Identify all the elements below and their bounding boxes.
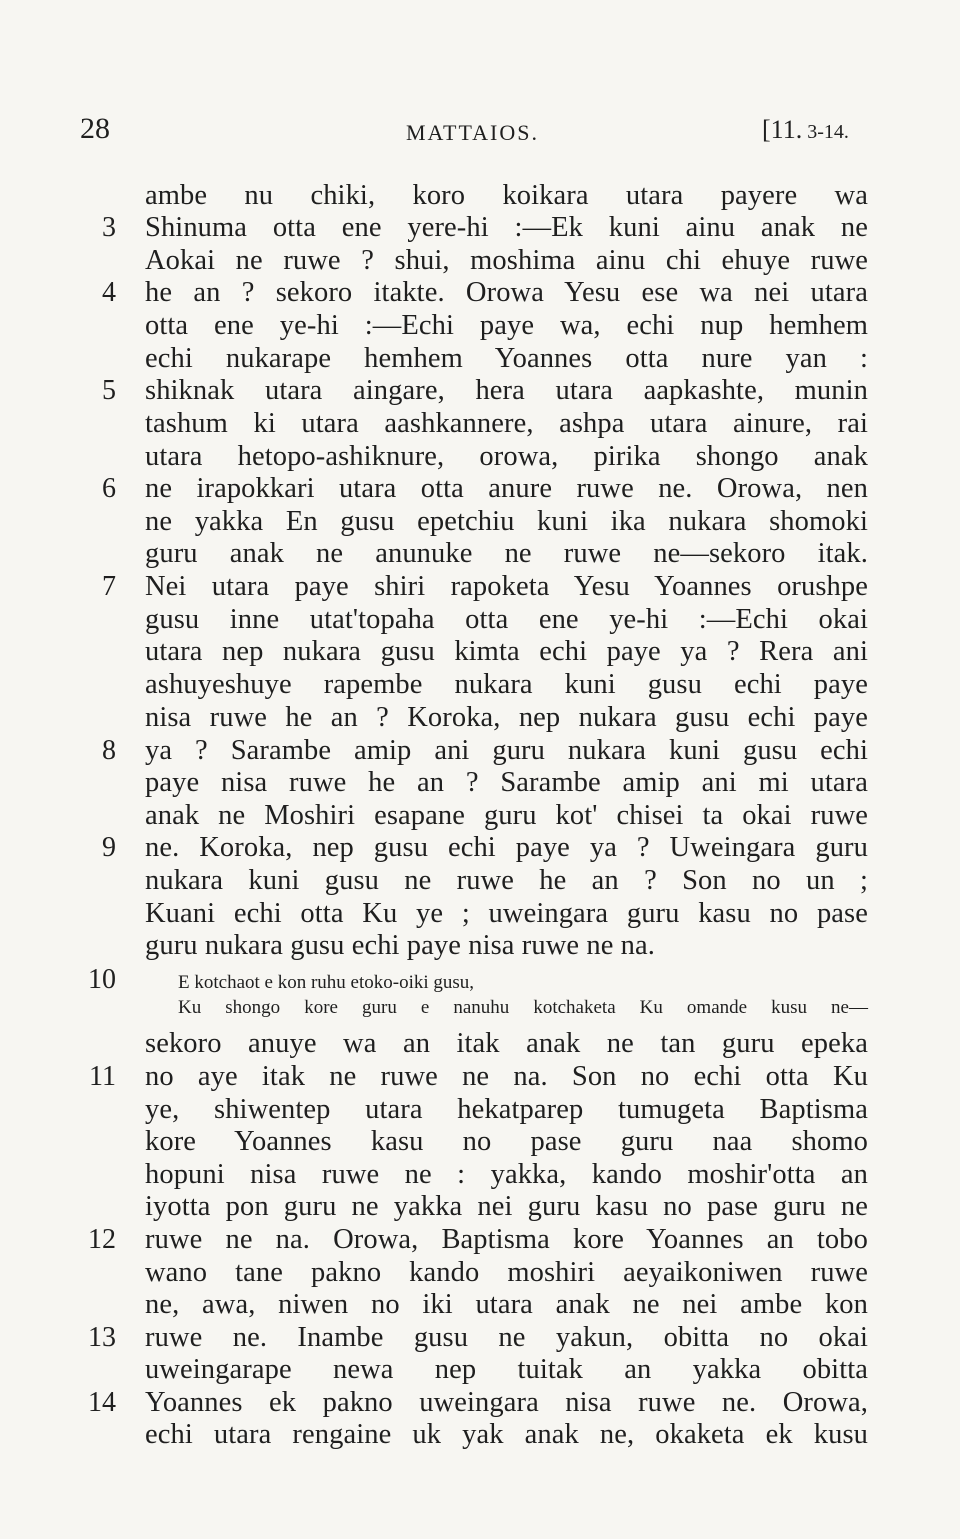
text-line: ruwe ne. Inambe gusu ne yakun, obitta no okai	[145, 1322, 868, 1353]
text-line: guru nukara gusu echi paye nisa ruwe ne na.	[145, 930, 655, 961]
verse-number: 8	[102, 735, 116, 766]
verse-number: 10	[88, 964, 116, 995]
text-line: Nei utara paye shiri rapoketa Yesu Yoannes orushpe	[145, 571, 868, 602]
text-line: anak ne Moshiri esapane guru kot' chisei ta okai ruwe	[145, 800, 868, 831]
verse-number: 12	[88, 1224, 116, 1255]
text-line: ashuyeshuye rapembe nukara kuni gusu echi paye	[145, 669, 868, 700]
quotation-line: E kotchaot e kon ruhu etoko-oiki gusu,	[178, 972, 475, 993]
verse-number: 5	[102, 375, 116, 406]
verse-number: 14	[88, 1387, 116, 1418]
text-line: echi nukarape hemhem Yoannes otta nure yan :	[145, 343, 868, 374]
verse-number: 9	[102, 832, 116, 863]
text-line: no aye itak ne ruwe ne na. Son no echi otta Ku	[145, 1061, 868, 1092]
text-line: Shinuma otta ene yere-hi :—Ek kuni ainu anak ne	[145, 212, 868, 243]
text-line: he an ? sekoro itakte. Orowa Yesu ese wa nei utara	[145, 277, 868, 308]
running-title: MATTAIOS.	[406, 120, 539, 145]
text-line: echi utara rengaine uk yak anak ne, okaketa ek kusu	[145, 1419, 868, 1450]
text-line: gusu inne utat'topaha otta ene ye-hi :—Echi okai	[145, 604, 868, 635]
text-line: shiknak utara aingare, hera utara aapkashte, munin	[145, 375, 868, 406]
verse-number: 4	[102, 277, 116, 308]
text-line: Yoannes ek pakno uweingara nisa ruwe ne. Orowa,	[145, 1387, 868, 1418]
text-line: ne irapokkari utara otta anure ruwe ne. Orowa, nen	[145, 473, 868, 504]
text-line: iyotta pon guru ne yakka nei guru kasu no pase guru ne	[145, 1191, 868, 1222]
text-line: otta ene ye-hi :—Echi paye wa, echi nup hemhem	[145, 310, 868, 341]
text-line: ruwe ne na. Orowa, Baptisma kore Yoannes an tobo	[145, 1224, 868, 1255]
verse-number: 3	[102, 212, 116, 243]
quotation-line: Ku shongo kore guru e nanuhu kotchaketa Ku omande kusu ne—	[178, 997, 868, 1018]
text-line: Aokai ne ruwe ? shui, moshima ainu chi ehuye ruwe	[145, 245, 868, 276]
text-line: nisa ruwe he an ? Koroka, nep nukara gusu echi paye	[145, 702, 868, 733]
text-line: Kuani echi otta Ku ye ; uweingara guru kasu no pase	[145, 898, 868, 929]
text-line: hopuni nisa ruwe ne : yakka, kando moshir'otta an	[145, 1159, 868, 1190]
text-line: utara hetopo-ashiknure, orowa, pirika shongo anak	[145, 441, 868, 472]
text-line: wano tane pakno kando moshiri aeyaikoniwen ruwe	[145, 1257, 868, 1288]
text-line: ya ? Sarambe amip ani guru nukara kuni gusu echi	[145, 735, 868, 766]
text-line: ne yakka En gusu epetchiu kuni ika nukara shomoki	[145, 506, 868, 537]
text-line: ye, shiwentep utara hekatparep tumugeta Baptisma	[145, 1094, 868, 1125]
verse-number: 7	[102, 571, 116, 602]
text-line: ne, awa, niwen no iki utara anak ne nei ambe kon	[145, 1289, 868, 1320]
chapter-verse-reference	[762, 115, 849, 145]
verse-number: 6	[102, 473, 116, 504]
chapter-ref-bracket: [11.	[762, 115, 803, 144]
verse-number: 13	[88, 1322, 116, 1353]
text-line: sekoro anuye wa an itak anak ne tan guru epeka	[145, 1028, 868, 1059]
text-line: ambe nu chiki, koro koikara utara payere wa	[145, 180, 868, 211]
page-header	[0, 112, 960, 152]
text-line: paye nisa ruwe he an ? Sarambe amip ani mi utara	[145, 767, 868, 798]
page-number: 28	[80, 112, 110, 145]
text-line: kore Yoannes kasu no pase guru naa shomo	[145, 1126, 868, 1157]
text-line: utara nep nukara gusu kimta echi paye ya ? Rera ani	[145, 636, 868, 667]
text-line: uweingarape newa nep tuitak an yakka obitta	[145, 1354, 868, 1385]
text-line: ne. Koroka, nep gusu echi paye ya ? Uweingara guru	[145, 832, 868, 863]
chapter-ref-verses: 3-14.	[802, 121, 849, 143]
text-line: guru anak ne anunuke ne ruwe ne—sekoro itak.	[145, 538, 868, 569]
text-line: tashum ki utara aashkannere, ashpa utara ainure, rai	[145, 408, 868, 439]
text-line: nukara kuni gusu ne ruwe he an ? Son no un ;	[145, 865, 868, 896]
verse-number: 11	[89, 1061, 116, 1092]
